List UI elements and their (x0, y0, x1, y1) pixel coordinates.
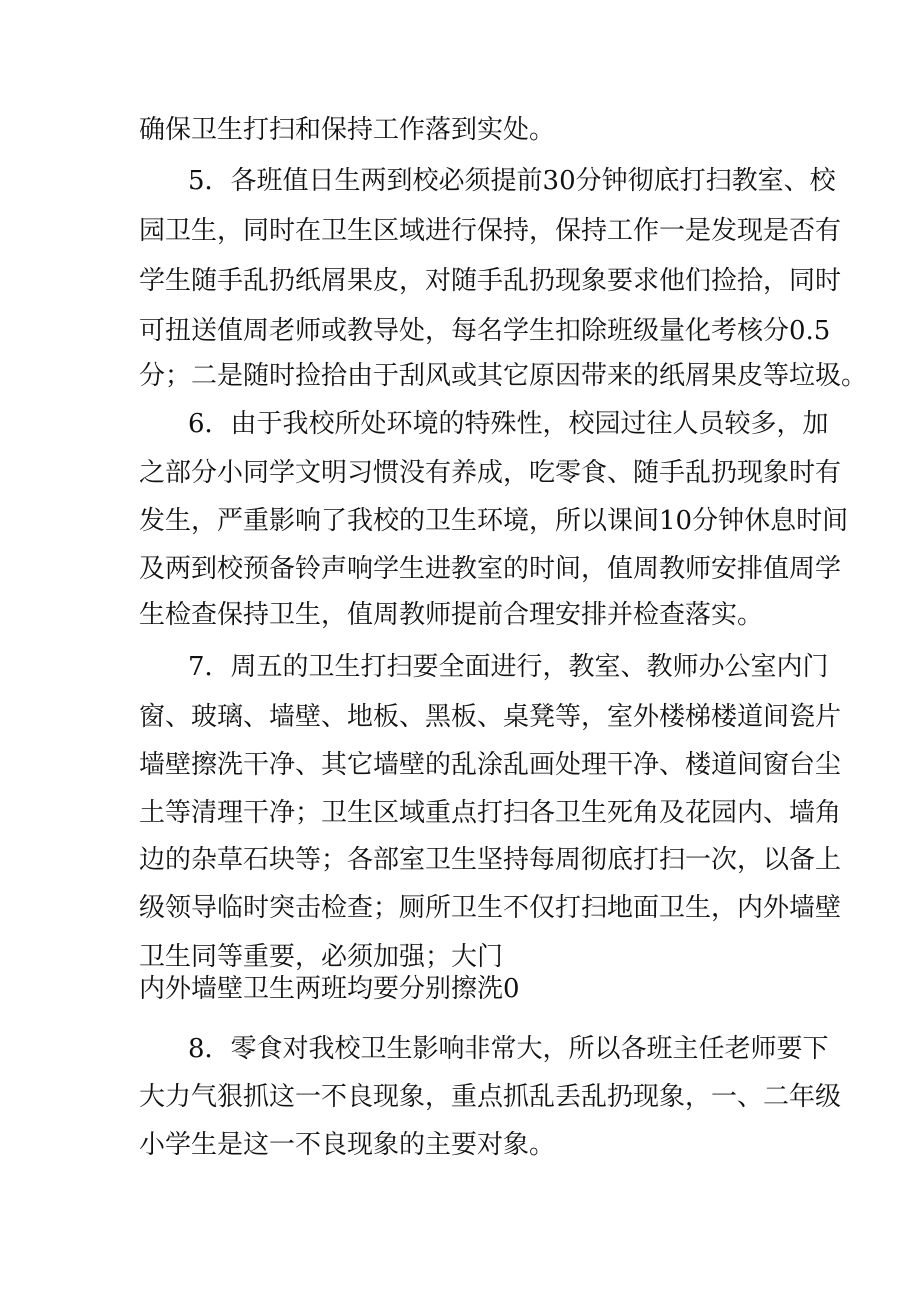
text-line: 窗、玻璃、墙壁、地板、黑板、桌凳等，室外楼梯楼道间瓷片 (139, 702, 842, 732)
text-line: 之部分小同学文明习惯没有养成，吃零食、随手乱扔现象时有 (139, 458, 842, 488)
text-line: 确保卫生打扫和保持工作落到实处。 (139, 115, 556, 145)
text-line: 发生，严重影响了我校的卫生环境，所以课间10分钟休息时间 (139, 506, 849, 536)
text-line: 生检查保持卫生，值周教师提前合理安排并检查落实。 (139, 600, 764, 630)
text-line: 小学生是这一不良现象的主要对象。 (139, 1130, 556, 1160)
text-line: 学生随手乱扔纸屑果皮，对随手乱扔现象要求他们捡拾，同时 (139, 266, 842, 296)
text-line: 土等清理干净；卫生区域重点打扫各卫生死角及花园内、墙角 (139, 798, 842, 828)
paragraph-7-line: 7．周五的卫生打扫要全面进行，教室、教师办公室内门 (188, 652, 829, 682)
text-line: 园卫生，同时在卫生区域进行保持，保持工作一是发现是否有 (139, 216, 842, 246)
text-line: 可扭送值周老师或教导处，每名学生扣除班级量化考核分0.5 (139, 316, 831, 346)
text-line: 级领导临时突击检查；厕所卫生不仅打扫地面卫生，内外墙壁 (139, 893, 842, 923)
paragraph-6-line: 6．由于我校所处环境的特殊性，校园过往人员较多，加 (188, 409, 829, 439)
text-line: 边的杂草石块等；各部室卫生坚持每周彻底打扫一次，以备上 (139, 845, 842, 875)
paragraph-8-line: 8．零食对我校卫生影响非常大，所以各班主任老师要下 (188, 1034, 829, 1064)
text-line: 内外墙壁卫生两班均要分别擦洗0 (139, 974, 520, 1004)
text-line: 及两到校预备铃声响学生进教室的时间，值周教师安排值周学 (139, 554, 842, 584)
paragraph-5-line: 5．各班值日生两到校必须提前30分钟彻底打扫教室、校 (188, 166, 836, 196)
text-line: 大力气狠抓这一不良现象，重点抓乱丢乱扔现象，一、二年级 (139, 1082, 842, 1112)
text-line: 墙壁擦洗干净、其它墙壁的乱涂乱画处理干净、楼道间窗台尘 (139, 750, 842, 780)
text-line: 分；二是随时捡拾由于刮风或其它原因带来的纸屑果皮等垃圾。 (139, 361, 868, 391)
text-line: 卫生同等重要，必须加强；大门 (139, 942, 504, 972)
